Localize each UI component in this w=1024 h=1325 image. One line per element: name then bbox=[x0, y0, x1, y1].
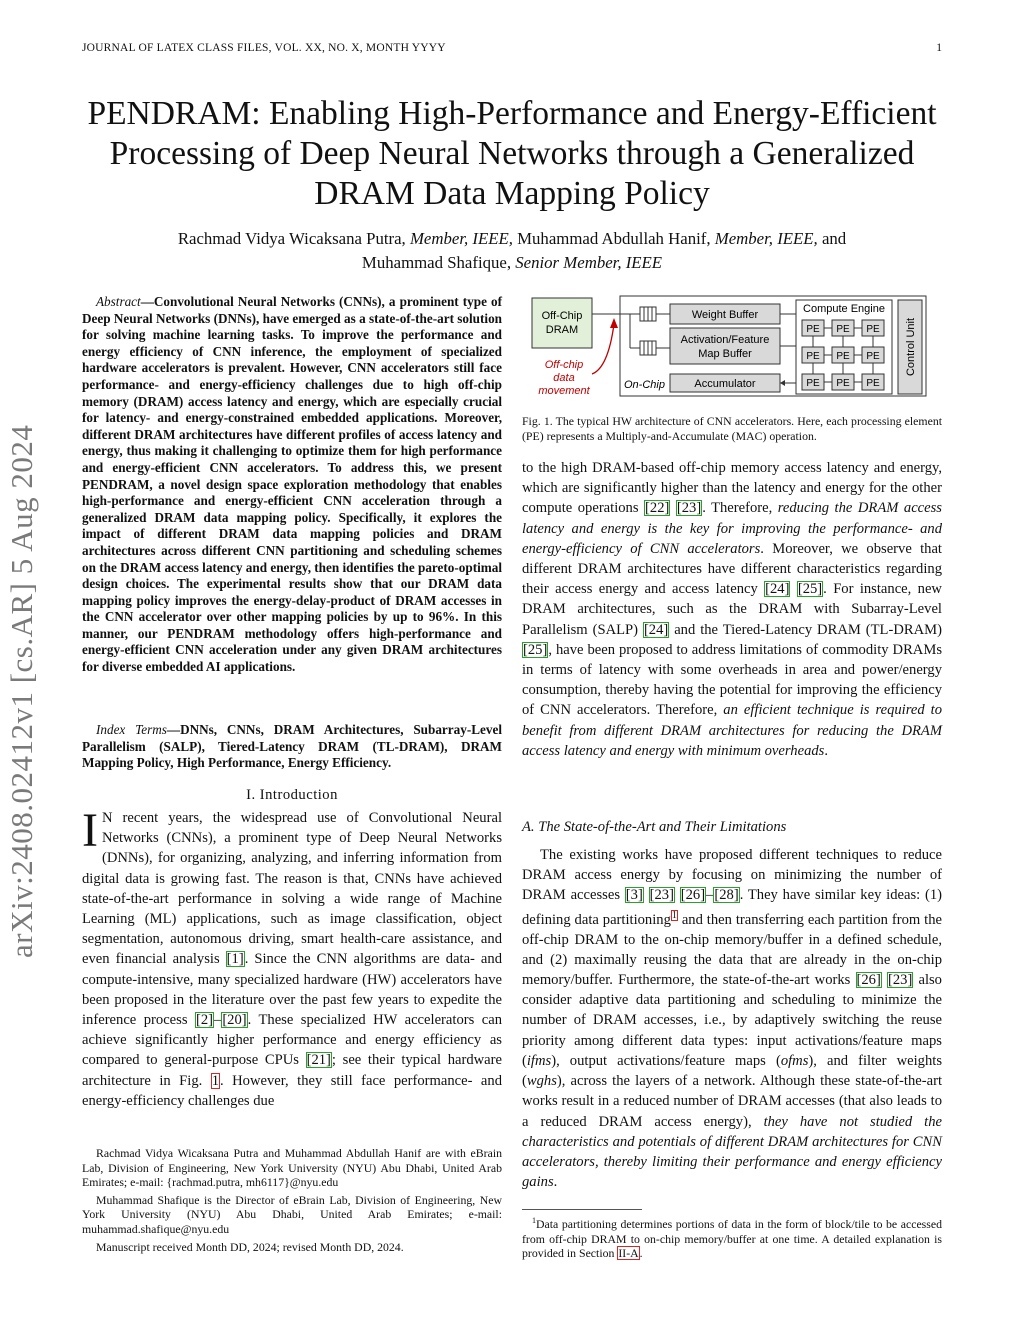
citation-link[interactable]: [2] bbox=[195, 1012, 214, 1029]
citation-link[interactable]: [23] bbox=[649, 887, 674, 904]
author-3: Muhammad Shafique, bbox=[361, 253, 512, 272]
citation-link[interactable]: [26] bbox=[680, 887, 706, 904]
footnote-affiliation-2: Muhammad Shafique is the Director of eBrain Lab, Division of Engineering, New York University (NYU) Abu Dhabi, United Arab Emirates; e-mail: muhammad.shafique@nyu.edu bbox=[82, 1192, 502, 1236]
author-2-role: Member, IEEE, bbox=[714, 229, 818, 248]
body-text: – bbox=[706, 887, 714, 904]
figure-1-diagram bbox=[530, 294, 930, 404]
citation-link[interactable]: [21] bbox=[306, 1052, 331, 1069]
body-text: . bbox=[824, 742, 828, 759]
pe-label: PE bbox=[836, 351, 850, 362]
body-text: , have been proposed to address limitations of commodity DRAMs in terms of latency with some overheads in area and power/energy consumption, thereby having the potential for improving the efficiency of CNN accelerators. Therefore, bbox=[522, 641, 942, 719]
body-text-emphasis: ofms bbox=[780, 1052, 809, 1069]
citation-link[interactable]: [25] bbox=[523, 641, 548, 658]
body-text: to the high DRAM-based off-chip memory access latency and energy, which are significantly higher than the latency and energy for the other compute operations bbox=[522, 460, 942, 517]
footnote-text: . bbox=[639, 1246, 643, 1261]
abstract bbox=[82, 294, 502, 676]
citation-link[interactable]: [1] bbox=[226, 951, 244, 968]
offchip-dram-box bbox=[532, 298, 592, 348]
page-number: 1 bbox=[936, 42, 942, 54]
author-1: Rachmad Vidya Wicaksana Putra, bbox=[177, 229, 406, 248]
footnote-text: Data partitioning determines portions of data in the form of block/tile to be accessed from off-chip DRAM to on-chip memory/buffer at one time. A detailed explanation is provided in Section bbox=[522, 1216, 942, 1261]
body-text: ), across the layers of a network. Although these state-of-the-art works result in a reduced number of DRAM accesses (that also leads to a reduced DRAM access energy), bbox=[522, 1073, 942, 1130]
pe-label: PE bbox=[806, 378, 820, 389]
pe-grid bbox=[802, 320, 884, 390]
intro-text: ; see their typical hardware architecture in Fig. bbox=[82, 1052, 502, 1089]
body-text-emphasis: ifms bbox=[526, 1052, 552, 1069]
citation-link[interactable]: [22] bbox=[645, 500, 670, 517]
citation-link[interactable]: [24] bbox=[643, 621, 669, 638]
paper-title: PENDRAM: Enabling High-Performance and Energy-Efficient Processing of Deep Neural Networks through a Generalized DRAM Data Mapping Policy bbox=[87, 95, 937, 212]
arrow-head bbox=[610, 318, 618, 328]
body-text: The existing works have proposed different techniques to reduce DRAM access energy by focusing on minimizing the number of DRAM accesses bbox=[522, 847, 942, 904]
footnote-right bbox=[522, 1209, 942, 1261]
body-text: and the Tiered-Latency DRAM (TL-DRAM) bbox=[669, 621, 942, 638]
arrow-head bbox=[780, 380, 785, 386]
subsection-heading: A. The State-of-the-Art and Their Limitations bbox=[522, 819, 787, 835]
citation-link[interactable]: [28] bbox=[714, 887, 739, 904]
body-text: . Therefore, bbox=[702, 500, 778, 517]
section-heading-introduction: I. Introduction bbox=[246, 787, 338, 803]
body-text-emphasis: they have not studied the characteristics and potentials of different DRAM architectures for CNN accelerators, thereby limiting their performance and energy efficiency gains bbox=[522, 1113, 942, 1191]
author-2: Muhammad Abdullah Hanif, bbox=[517, 229, 711, 248]
footnote-marker-link[interactable]: 1 bbox=[671, 909, 677, 921]
fifo-icon bbox=[640, 307, 656, 321]
author-list bbox=[80, 227, 944, 275]
abstract-label: Abstract bbox=[96, 294, 141, 309]
body-text: . For instance, new DRAM architectures, such as the DRAM with Subarray-Level Parallelism (SALP) bbox=[522, 581, 942, 638]
pe-label: PE bbox=[866, 351, 880, 362]
body-text: ), and filter weights ( bbox=[522, 1052, 942, 1090]
activation-buffer-label-2: Map Buffer bbox=[698, 348, 752, 360]
abstract-text: —Convolutional Neural Networks (CNNs), a prominent type of Deep Neural Networks (DNNs), have emerged as a state-of-the-art solution for solving machine learning tasks. To improve the performance and energy efficiency of CNN inference, the employment of specialized hardware accelerators is prevalent. However, CNN accelerators still face performance- and energy-efficiency challenges due to high off-chip memory (DRAM) access latency and energy, which are especially crucial for latency- and energy-constrained embedded applications. Moreover, different DRAM architectures have different profiles of access latency and energy, thus making it challenging to optimize them for high performance and energy-efficient CNN accelerators. To address this, we present PENDRAM, a novel design space exploration methodology that enables high-performance and energy-efficient CNN acceleration through a generalized DRAM data mapping policy. Specifically, it explores the impact of different DRAM data mapping policies and DRAM architectures across different CNN partitioning and scheduling schemes on the DRAM access latency and energy, then identifies the pareto-optimal design choices. The experimental results show that our DRAM data mapping policy improves the energy-delay-product of DRAM accesses in the CNN accelerator over other mapping policies by up to 96%. In this manner, our PENDRAM methodology offers high-performance and energy-efficient CNN acceleration under any given DRAM architectures for diverse embedded AI applications. bbox=[82, 294, 502, 675]
figure-1-caption: Fig. 1. The typical HW architecture of CNN accelerators. Here, each processing element (PE) represents a Multiply-and-Accumulate (MAC) operation. bbox=[522, 414, 942, 443]
body-text-emphasis: reducing the DRAM access latency and energy is the key for improving the performance- and energy-efficiency of CNN accelerators bbox=[522, 500, 942, 557]
author-3-role: Senior Member, IEEE bbox=[515, 253, 663, 272]
citation-link[interactable]: [26] bbox=[856, 972, 881, 989]
pe-label: PE bbox=[806, 324, 820, 335]
section-ref-link[interactable]: II-A bbox=[618, 1246, 639, 1261]
citation-link[interactable]: [25] bbox=[797, 581, 823, 598]
figure-ref-link[interactable]: 1 bbox=[211, 1072, 220, 1089]
body-text-emphasis: an efficient technique is required to benefit from different DRAM architectures for reducing the DRAM access latency and energy with minimum overheads bbox=[522, 702, 942, 759]
index-terms bbox=[82, 722, 502, 772]
citation-link[interactable]: [23] bbox=[887, 972, 913, 989]
intro-text: – bbox=[214, 1012, 222, 1029]
pe-label: PE bbox=[806, 351, 820, 362]
body-text: also consider adaptive data partitioning and scheduling to minimize the number of DRAM accesses, i.e., by adaptively switching the reuse priority among different data types: input activations/feature maps ( bbox=[522, 972, 942, 1069]
drop-cap: I bbox=[82, 804, 98, 857]
footnotes-left bbox=[82, 1146, 502, 1257]
onchip-label: On-Chip bbox=[624, 379, 665, 391]
introduction-body bbox=[82, 804, 502, 1111]
footnote-rule bbox=[522, 1209, 642, 1210]
offchip-label-1: Off-Chip bbox=[541, 310, 583, 322]
footnote-manuscript: Manuscript received Month DD, 2024; revised Month DD, 2024. bbox=[96, 1239, 404, 1254]
control-unit-label: Control Unit bbox=[905, 317, 917, 377]
pe-label: PE bbox=[866, 378, 880, 389]
index-terms-text: —DNNs, CNNs, DRAM Architectures, Subarray-Level Parallelism (SALP), Tiered-Latency DRAM (TL-DRAM), DRAM Mapping Policy, High Performance, Energy Efficiency. bbox=[82, 722, 502, 771]
movement-label-3: movement bbox=[538, 385, 590, 397]
body-text: ), output activations/feature maps ( bbox=[551, 1052, 781, 1069]
movement-label-2: data bbox=[553, 372, 575, 384]
body-text: . bbox=[553, 1174, 558, 1191]
body-text: . Moreover, we observe that different DRAM architectures have different characteristics regarding their access energy and access latency bbox=[522, 540, 942, 598]
activation-buffer-label-1: Activation/Feature bbox=[680, 334, 770, 346]
intro-text: . However, they still face performance- and energy-efficiency challenges due bbox=[82, 1072, 502, 1109]
body-text-emphasis: wghs bbox=[526, 1073, 557, 1090]
accumulator-label: Accumulator bbox=[694, 378, 756, 390]
author-and: and bbox=[821, 229, 847, 248]
index-terms-label: Index Terms bbox=[96, 722, 167, 737]
pe-label: PE bbox=[836, 324, 850, 335]
offchip-label-2: DRAM bbox=[545, 324, 579, 336]
state-of-the-art-body bbox=[522, 845, 942, 1192]
offchip-movement-arrow bbox=[592, 324, 614, 374]
citation-link[interactable]: [24] bbox=[765, 581, 790, 598]
running-header: JOURNAL OF LATEX CLASS FILES, VOL. XX, NO. X, MONTH YYYY bbox=[82, 42, 446, 54]
pe-label: PE bbox=[836, 378, 850, 389]
right-column-body bbox=[522, 458, 942, 761]
pe-label: PE bbox=[866, 324, 880, 335]
footnote-affiliation-1: Rachmad Vidya Wicaksana Putra and Muhammad Abdullah Hanif are with eBrain Lab, Division of Engineering, New York University (NYU) Abu Dhabi, United Arab Emirates; e-mail: {rachmad.putra, mh6117}@nyu.edu bbox=[82, 1146, 502, 1190]
weight-buffer-label: Weight Buffer bbox=[691, 309, 759, 321]
author-1-role: Member, IEEE, bbox=[409, 229, 513, 248]
intro-text: N recent years, the widespread use of Convolutional Neural Networks (CNNs), a prominent type of Deep Neural Networks (DNNs), for organizing, analyzing, and inferring information from digital data is growing fast. The reason is that, CNNs have achieved state-of-the-art performance in solving a wide range of Machine Learning (ML) applications, such as image classification, object segmentation, autonomous driving, smart health-care assistance, and even financial analysis bbox=[82, 810, 502, 968]
movement-label-1: Off-chip bbox=[544, 359, 584, 371]
citation-link[interactable]: [23] bbox=[676, 500, 702, 517]
intro-text: . Since the CNN algorithms are data- and compute-intensive, many specialized hardware (HW) accelerators have been proposed in the literature over the past few years to expedite the inference process bbox=[82, 951, 502, 1029]
body-text: and then transferring each partition from the off-chip DRAM to the on-chip memory/buffer in a defined schedule, and (2) maximally reusing the data that are already in the on-chip memory/buffer. Furthermore, the state-of-the-art works bbox=[522, 911, 942, 989]
citation-link[interactable]: [3] bbox=[625, 887, 643, 904]
fifo-icon bbox=[640, 341, 656, 355]
arxiv-watermark: arXiv:2408.02412v1 [cs.AR] 5 Aug 2024 bbox=[4, 424, 39, 958]
compute-engine-label: Compute Engine bbox=[803, 303, 885, 315]
intro-text: . These specialized HW accelerators can achieve significantly higher performance and energy efficiency as compared to general-purpose CPUs bbox=[82, 1012, 502, 1069]
footnote-number: 1 bbox=[532, 1216, 536, 1225]
body-text: . They have similar key ideas: (1) defining data partitioning bbox=[522, 887, 942, 928]
citation-link[interactable]: [20] bbox=[222, 1012, 247, 1029]
